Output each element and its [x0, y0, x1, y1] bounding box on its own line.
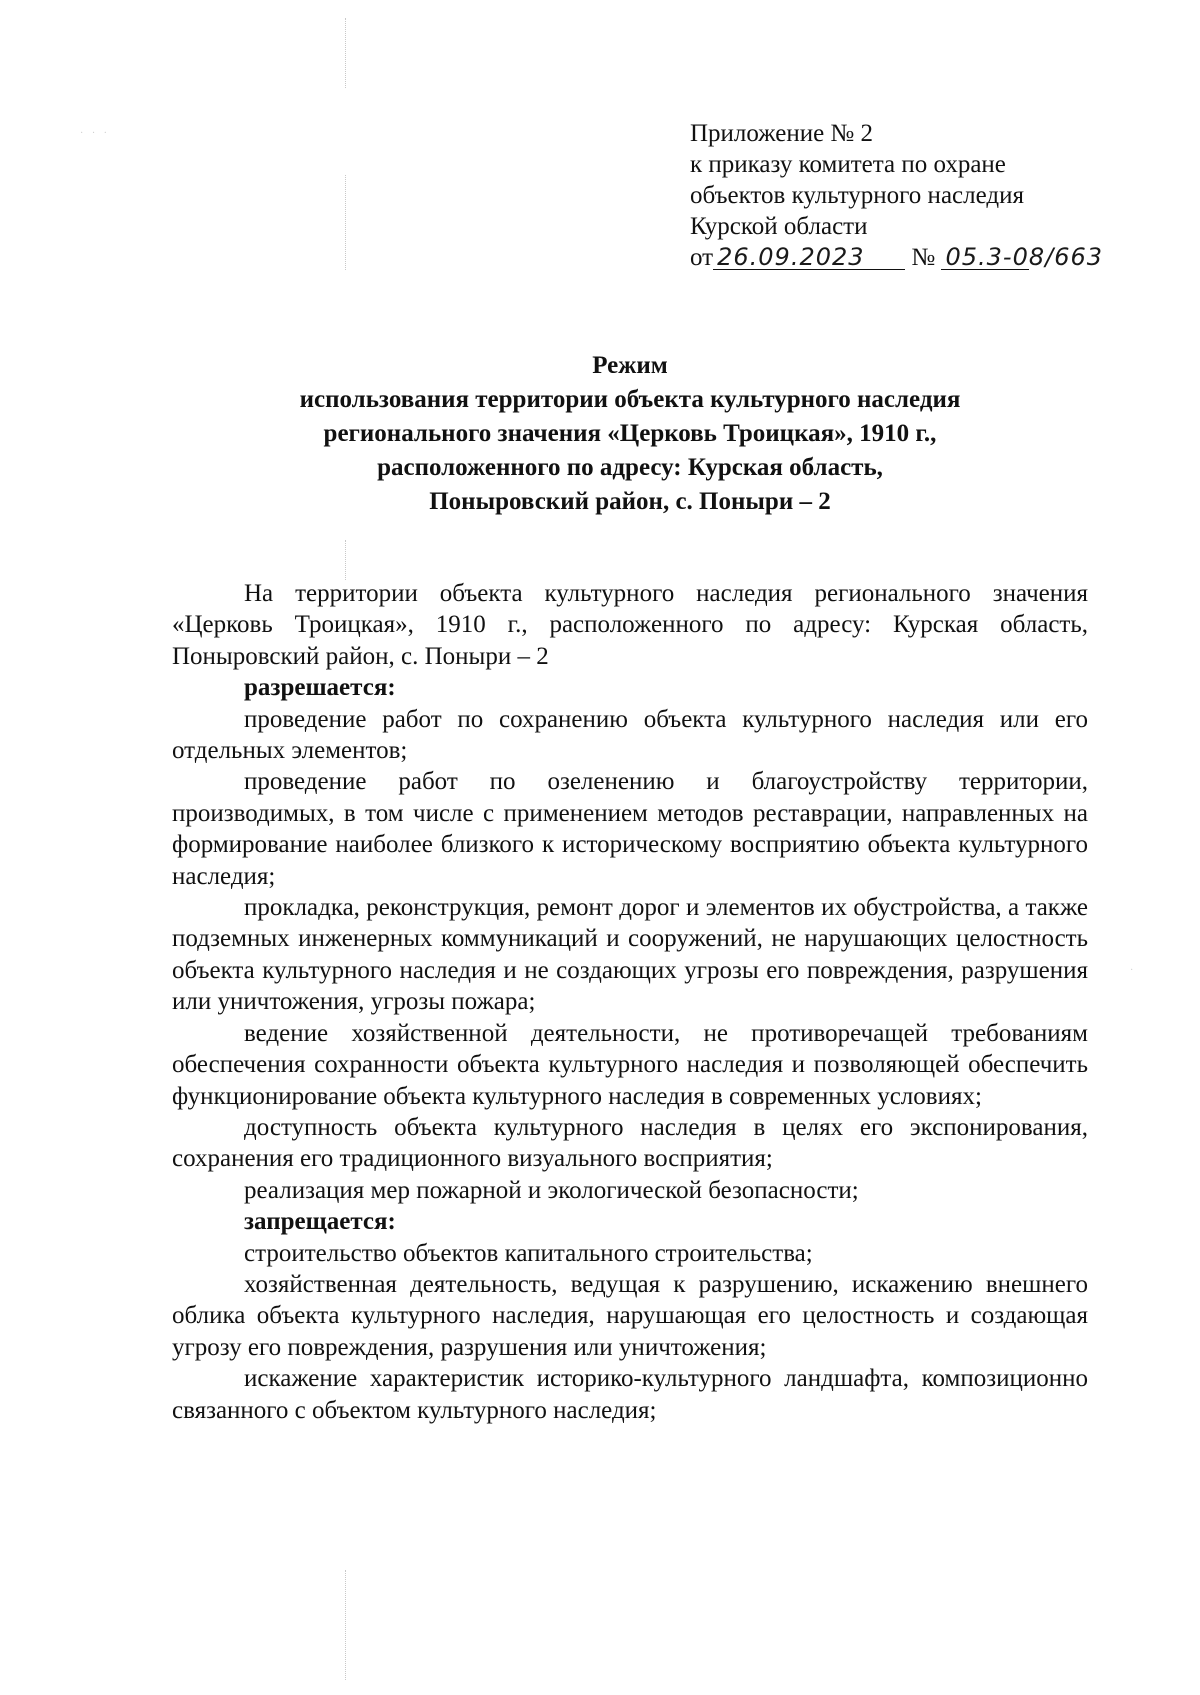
document-title — [170, 349, 1090, 519]
forbidden-item: искажение характеристик историко-культурного ландшафта, композиционно связанного с объектом культурного наследия; — [172, 1365, 1088, 1424]
appendix-number: Приложение № 2 — [690, 120, 874, 147]
order-date-handwritten: 26.09.2023 — [713, 245, 905, 270]
allowed-item: проведение работ по сохранению объекта культурного наследия или его отдельных элементов; — [172, 705, 1088, 765]
forbidden-item: строительство объектов капитального строительства; — [244, 1239, 813, 1267]
order-date-number — [690, 242, 1170, 273]
allowed-item: прокладка, реконструкция, ремонт дорог и элементов их обустройства, а также подземных инженерных коммуникаций и сооружений, не нарушающих целостность объекта культурного наследия и не создающих угрозы его повреждения, разрушения или уничтожения, угрозы пожара; — [172, 894, 1088, 1016]
scan-artifact — [345, 18, 346, 88]
scan-artifact — [345, 540, 346, 580]
appendix-committee: объектов культурного наследия — [690, 182, 1024, 209]
appendix-region: Курской области — [690, 213, 868, 240]
title-line: использования территории объекта культурного наследия — [299, 386, 961, 413]
number-prefix: № — [911, 244, 936, 271]
order-number-handwritten: 05.3-08/663 — [941, 245, 1029, 270]
title-line: расположенного по адресу: Курская область, — [377, 454, 883, 481]
allowed-heading: разрешается: — [244, 674, 396, 702]
allowed-item: реализация мер пожарной и экологической безопасности; — [244, 1176, 859, 1204]
title-line: Режим — [592, 352, 668, 379]
scan-artifact: · · · — [80, 128, 110, 139]
appendix-block — [690, 118, 1170, 273]
title-line: регионального значения «Церковь Троицкая», 1910 г., — [323, 420, 937, 447]
document-body — [172, 578, 1088, 1426]
scan-artifact — [345, 175, 346, 270]
forbidden-heading: запрещается: — [244, 1208, 396, 1236]
allowed-item: проведение работ по озеленению и благоустройству территории, производимых, в том числе с применением методов реставрации, направленных на формирование наиболее близкого к историческому восприятию объекта культурного наследия; — [172, 768, 1088, 890]
allowed-item: доступность объекта культурного наследия в целях его экспонирования, сохранения его традиционного визуального восприятия; — [172, 1113, 1088, 1173]
allowed-item: ведение хозяйственной деятельности, не противоречащей требованиям обеспечения сохранности объекта культурного наследия и позволяющей обеспечить функционирование объекта культурного наследия в современных условиях; — [172, 1019, 1088, 1110]
appendix-order-ref: к приказу комитета по охране — [690, 151, 1006, 178]
intro-paragraph: На территории объекта культурного наследия регионального значения «Церковь Троицкая», 1910 г., расположенного по адресу: Курская область, Поныровский район, с. Поныри – 2 — [172, 580, 1088, 670]
scan-artifact: · — [1130, 965, 1137, 976]
forbidden-item: хозяйственная деятельность, ведущая к разрушению, искажению внешнего облика объекта культурного наследия, нарушающая его целостность и создающая угрозу его повреждения, разрушения или уничтожения; — [172, 1270, 1088, 1361]
scan-artifact — [345, 1570, 346, 1680]
date-prefix: от — [690, 244, 714, 271]
title-line: Поныровский район, с. Поныри – 2 — [429, 488, 831, 515]
